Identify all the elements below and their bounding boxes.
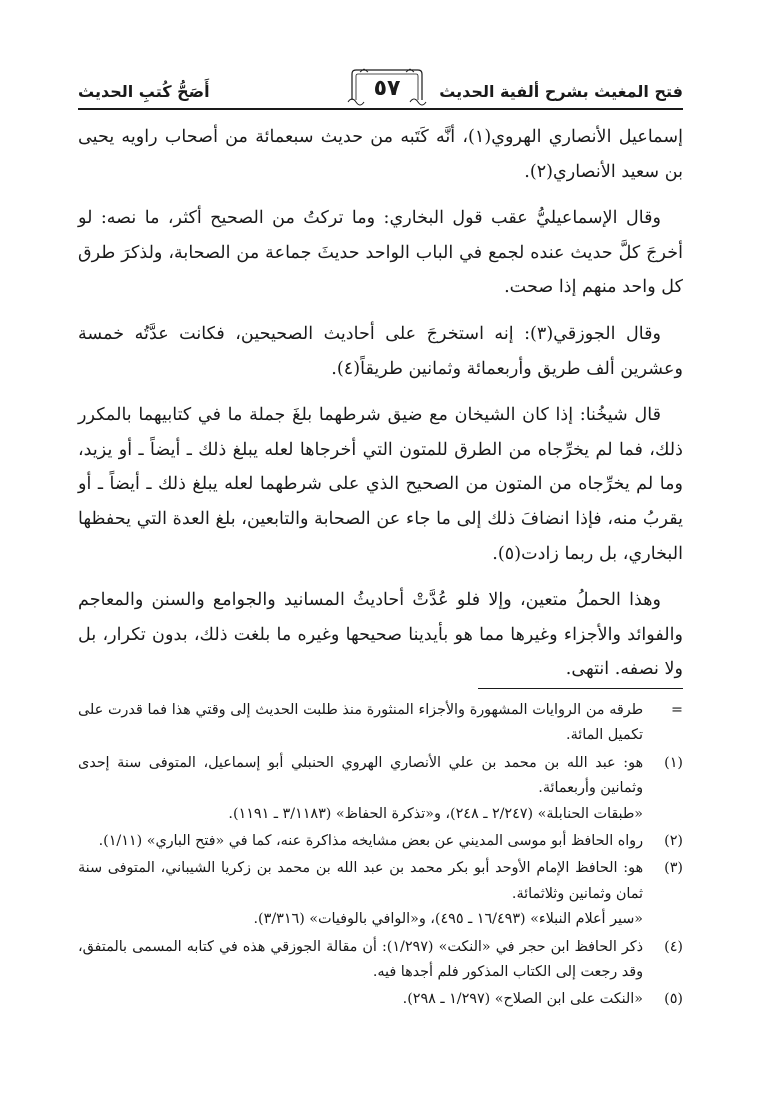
footnote	[78, 987, 683, 1012]
header-rule	[78, 108, 683, 110]
footnote	[78, 829, 683, 854]
paragraph: قال شيخُنا: إذا كان الشيخان مع ضيق شرطهما بلغَ جملة ما في كتابيهما بالمكرر ذلك، فما لم يخرِّجاه من الطرق للمتون التي أخرجاها لعله يبلغ ذلك ـ أيضاً ـ أو يزيد، وما لم يخرِّجاه من المتون من الصحيح الذي على شرطهما لعله يبلغ ذلك ـ أيضاً ـ أو يقربُ منه، فإذا انضافَ ذلك إلى ما جاء عن الصحابة والتابعين، بلغ العدة التي يحفظها البخاري، بل ربما زادت(٥).	[78, 405, 683, 564]
footnote-line: رواه الحافظ أبو موسى المديني عن بعض مشايخه مذاكرة عنه، كما في «فتح الباري» (١/١١).	[98, 833, 643, 850]
page-number: ٥٧	[373, 76, 401, 101]
footnote-line: هو: عبد الله بن محمد بن علي الأنصاري الهروي الحنبلي أبو إسماعيل، المتوفى سنة إحدى وثمانين وأربعمائة.	[78, 754, 643, 797]
footnote-line: «سير أعلام النبلاء» (١٦/٤٩٣ ـ ٤٩٥)، و«الوافي بالوفيات» (٣/٣١٦).	[253, 911, 643, 928]
page-number-ornament	[346, 66, 428, 106]
paragraph: إسماعيل الأنصاري الهروي(١)، أنَّه كَتَبه من حديث سبعمائة من أصحاب راويه يحيى بن سعيد الأنصاري(٢).	[78, 127, 683, 182]
paragraph: وهذا الحملُ متعين، وإلا فلو عُدَّتْ أحاديثُ المسانيد والجوامع والسنن والمعاجم والفوائد والأجزاء وغيرها مما هو بأيدينا صحيحها وغيره ما بلغت ذلك، بدون تكرار، بل ولا نصفه. انتهى.	[78, 590, 683, 680]
footnote-marker: =	[671, 702, 683, 718]
footnote-line: «طبقات الحنابلة» (٢/٢٤٧ ـ ٢٤٨)، و«تذكرة الحفاظ» (٣/١١٨٣ ـ ١١٩١).	[228, 805, 643, 822]
footnote-separator	[478, 688, 683, 689]
footnote	[78, 856, 683, 932]
footnote	[78, 698, 683, 749]
footnote-marker: (١)	[664, 754, 683, 771]
footnote-line: طرقه من الروايات المشهورة والأجزاء المنثورة منذ طلبت الحديث إلى وقتي هذا فما قدرت على تكميل المائة.	[78, 702, 643, 744]
footnote-marker: (٥)	[664, 991, 683, 1008]
footnote-marker: (٤)	[664, 938, 683, 955]
footnote-line: ذكر الحافظ ابن حجر في «النكت» (١/٢٩٧): أن مقالة الجوزقي هذه في كتابه المسمى بالمتفق، وقد رجعت إلى الكتاب المذكور فلم أجدها فيه.	[78, 938, 643, 981]
footnote-marker: (٣)	[664, 860, 683, 877]
footnote-marker: (٢)	[664, 833, 683, 850]
book-title: فتح المغيث بشرح ألفية الحديث	[439, 82, 683, 101]
paragraph: وقال الجوزقي(٣): إنه استخرجَ على أحاديث الصحيحين، فكانت عدَّتُه خمسة وعشرين ألف طريق وأربعمائة وثمانين طريقاً(٤).	[78, 323, 683, 379]
section-title: أَصَحُّ كُتبِ الحديث	[78, 82, 210, 101]
paragraph: وقال الإسماعيليُّ عقب قول البخاري: وما تركتُ من الصحيح أكثر، ما نصه: لو أخرجَ كلَّ حديث عنده لجمع في الباب الواحد حديثَ جماعة من الصحابة، ولذكرَ طرق كل واحد منهم إذا صحت.	[78, 208, 683, 298]
footnote-line: «النكت على ابن الصلاح» (١/٢٩٧ ـ ٢٩٨).	[402, 991, 643, 1008]
footnote-line: هو: الحافظ الإمام الأوحد أبو بكر محمد بن عبد الله بن محمد بن زكريا الشيباني، المتوفى سنة ثمان وثمانين وثلاثمائة.	[78, 860, 643, 902]
main-text	[78, 120, 683, 699]
footnote	[78, 751, 683, 827]
footnote	[78, 935, 683, 986]
footnotes	[78, 698, 683, 1015]
running-header	[78, 66, 683, 114]
